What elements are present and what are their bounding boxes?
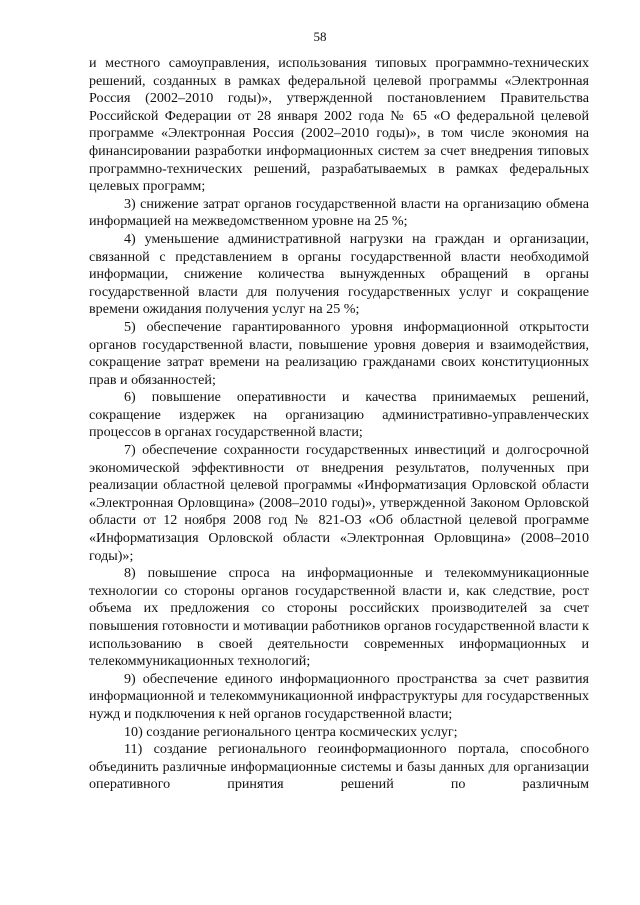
paragraph-item-5: 5) обеспечение гарантированного уровня информационной открытости органов государственной власти, повышение уровня доверия и взаимодействия, сокращение затрат времени на реализацию гражданами своих конституционных прав и обязанностей; — [89, 318, 589, 388]
paragraph-item-4: 4) уменьшение административной нагрузки на граждан и организации, связанной с представлением в органы государственной власти необходимой информации, снижение количества вынужденных обращений в органы государственной власти для получения государственных услуг и сокращение времени ожидания получения услуг на 25 %; — [89, 230, 589, 318]
paragraph-item-7: 7) обеспечение сохранности государственных инвестиций и долгосрочной экономической эффективности от внедрения результатов, полученных при реализации областной целевой программы «Информатизация Орловской области «Электронная Орловщина» (2008–2010 годы)», утвержденной Законом Орловской области от 12 ноября 2008 год № 821-ОЗ «Об областной целевой программе «Информатизация Орловской области «Электронная Орловщина» (2008–2010 годы)»; — [89, 442, 589, 564]
page-number: 58 — [313, 29, 327, 44]
paragraph-item-11: 11) создание регионального геоинформационного портала, способного объединить различные информационные системы и базы данных для организации оперативного принятия решений по различным — [89, 741, 589, 793]
body-text — [89, 55, 589, 794]
paragraph-item-3: 3) снижение затрат органов государственной власти на организацию обмена информацией на межведомственном уровне на 25 %; — [89, 195, 589, 230]
paragraph-item-10: 10) создание регионального центра космических услуг; — [124, 723, 458, 740]
paragraph-item-8: 8) повышение спроса на информационные и телекоммуникационные технологии со стороны органов государственной власти и, как следствие, рост объема их предложения со стороны российских производителей за счет повышения готовности и мотивации работников органов государственной власти к использованию в своей деятельности современных информационных и телекоммуникационных технологий; — [89, 565, 589, 670]
paragraph-item-6: 6) повышение оперативности и качества принимаемых решений, сокращение издержек на организацию административно-управленческих процессов в органах государственной власти; — [89, 389, 589, 441]
paragraph-item-9: 9) обеспечение единого информационного пространства за счет развития информационной и телекоммуникационной инфраструктуры для государственных нужд и подключения к ней органов государственной власти; — [89, 670, 589, 722]
paragraph-continuation: и местного самоуправления, использования типовых программно-технических решений, созданных в рамках федеральной целевой программы «Электронная Россия (2002–2010 годы)», утвержденной постановлением Правительства Российской Федерации от 28 января 2002 года № 65 «О федеральной целевой программе «Электронная Россия (2002–2010 годы)», в том числе экономия на финансировании разработки информационных систем за счет внедрения типовых программно-технических решений, разрабатываемых в рамках федеральных целевых программ; — [89, 55, 589, 195]
